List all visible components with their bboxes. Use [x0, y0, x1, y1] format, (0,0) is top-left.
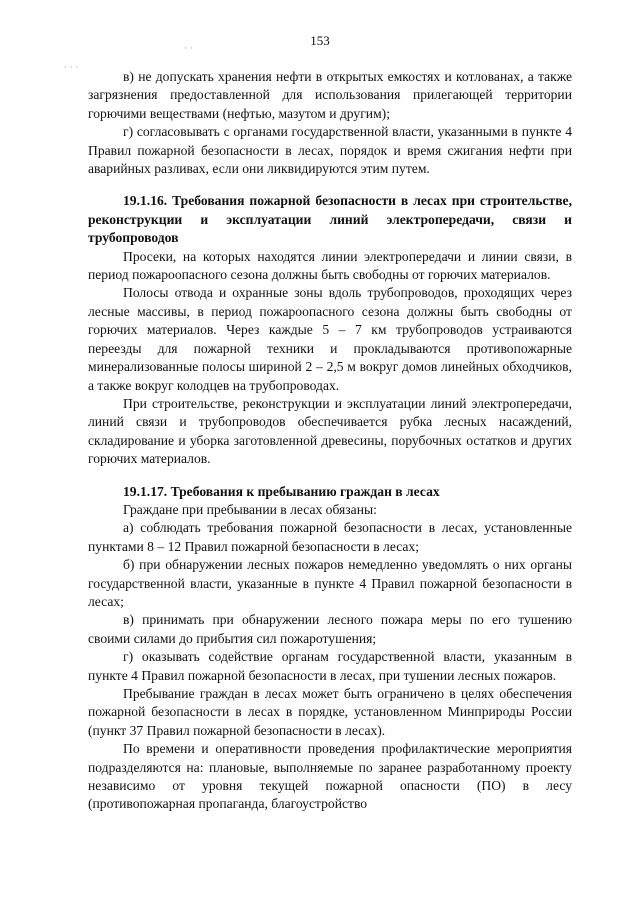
paragraph: Полосы отвода и охранные зоны вдоль трубопроводов, проходящих через лесные массивы, в период пожароопасного сезона должны быть свободны от горючих материалов. Через каждые 5 – 7 км трубопроводов устраиваются переезды для пожарной техники и прокладываются противопожарные минерализованные полосы шириной 2 – 2,5 м вокруг домов линейных обходчиков, а также вокруг колодцев на трубопроводах. — [88, 285, 572, 393]
scan-artifact: · · — [184, 44, 193, 54]
paragraph: По времени и оперативности проведения профилактические мероприятия подразделяются на: плановые, выполняемые по заранее разработанному проекту независимо от уровня текущей пожарной опасности (ПО) в лесу (противопожарная пропаганда, благоустройство — [88, 741, 572, 812]
paragraph: Граждане при пребывании в лесах обязаны: — [123, 501, 377, 517]
list-item: в) принимать при обнаружении лесного пожара меры по его тушению своими силами до прибытия сил пожаротушения; — [88, 612, 572, 646]
section-heading: 19.1.16. Требования пожарной безопасности в лесах при строительстве, реконструкции и эксплуатации линий электропередачи, связи и трубопроводов — [88, 193, 572, 246]
list-item: б) при обнаружении лесных пожаров немедленно уведомлять о них органы государственной власти, указанные в пункте 4 Правил пожарной безопасности в лесах; — [88, 557, 572, 609]
section-heading: 19.1.17. Требования к пребыванию граждан в лесах — [123, 483, 440, 499]
paragraph: При строительстве, реконструкции и эксплуатации линий электропередачи, линий связи и трубопроводов обеспечивается рубка лесных насаждений, складирование и уборка заготовленной древесины, порубочных остатков и других горючих материалов. — [88, 395, 572, 467]
paragraph: Пребывание граждан в лесах может быть ограничено в целях обеспечения пожарной безопасности в лесах в порядке, установленном Минприроды России (пункт 37 Правил пожарной безопасности в лесах). — [88, 686, 572, 738]
document-body — [88, 68, 572, 814]
list-item: а) соблюдать требования пожарной безопасности в лесах, установленные пунктами 8 – 12 Правил пожарной безопасности в лесах; — [88, 520, 572, 554]
paragraph: г) согласовывать с органами государственной власти, указанными в пункте 4 Правил пожарной безопасности в лесах, порядок и время сжигания нефти при аварийных разливах, если они ликвидируются этим путем. — [88, 124, 572, 177]
page-number: 153 — [310, 33, 330, 48]
paragraph: Просеки, на которых находятся линии электропередачи и линии связи, в период пожароопасного сезона должны быть свободны от горючих материалов. — [88, 248, 572, 283]
scan-artifact: · · · — [64, 63, 79, 73]
list-item: г) оказывать содействие органам государственной власти, указанным в пункте 4 Правил пожарной безопасности в лесах, при тушении лесных пожаров. — [88, 649, 572, 683]
paragraph: в) не допускать хранения нефти в открытых емкостях и котлованах, а также загрязнения предоставленной для использования прилегающей территории горючими веществами (нефтью, мазутом и другим); — [88, 69, 572, 121]
